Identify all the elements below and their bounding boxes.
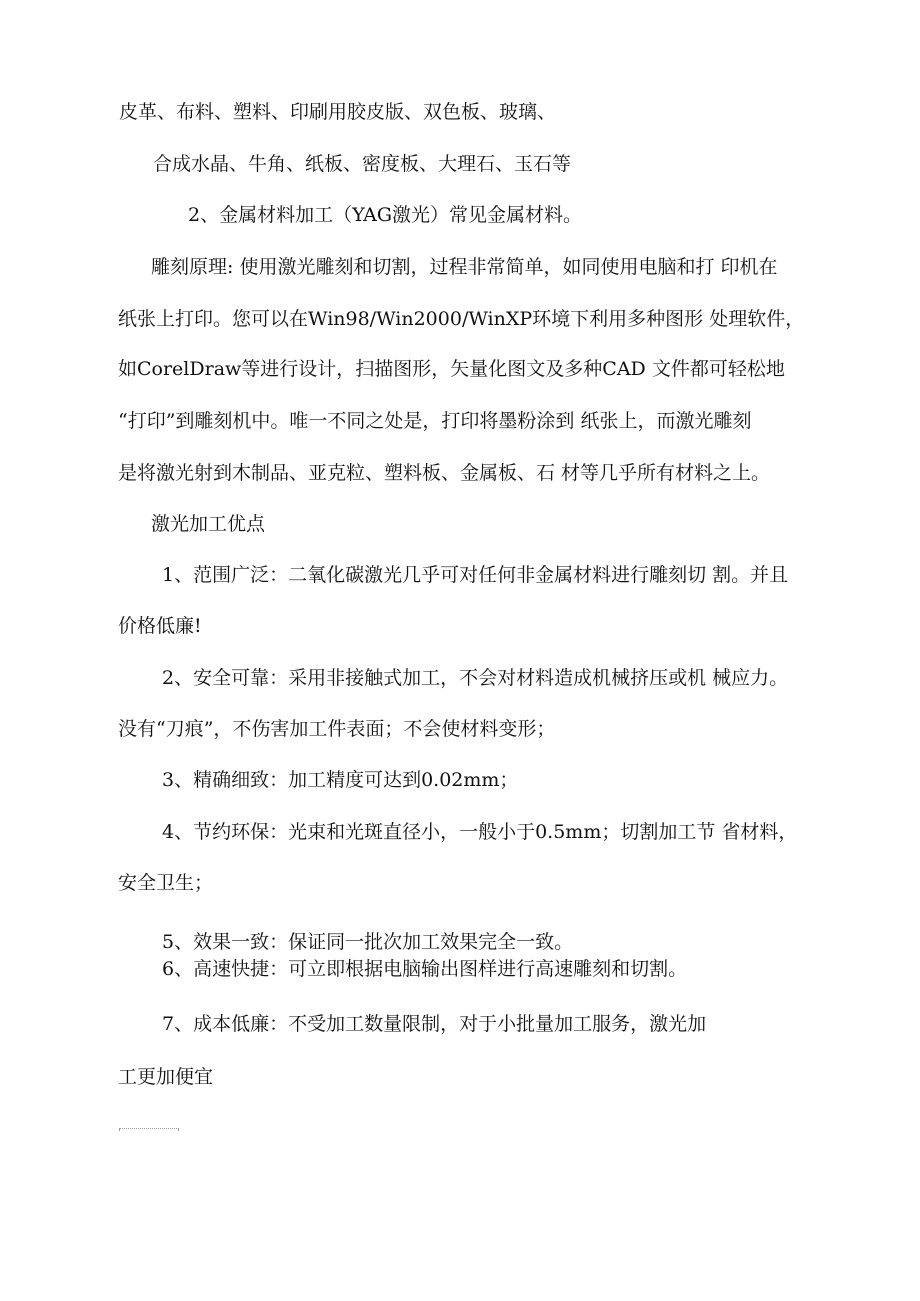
text-line-advantage-2a: 2、安全可靠：采用非接触式加工，不会对材料造成机械挤压或机 械应力。 — [162, 667, 789, 689]
text-line-advantage-4b: 安全卫生； — [118, 872, 214, 894]
text-line-principle-1: 雕刻原理: 使用激光雕刻和切割，过程非常简单，如同使用电脑和打 印机在 — [151, 256, 778, 278]
text-line-principle-2: 纸张上打印。您可以在Win98/Win2000/WinXP环境下利用多种图形 处理软件， — [118, 308, 805, 330]
text-line-materials-1: 皮革、布料、塑料、印刷用胶皮版、双色板、玻璃、 — [119, 101, 557, 123]
text-line-metal-processing: 2、金属材料加工（YAG激光）常见金属材料。 — [188, 204, 583, 226]
text-line-principle-3: 如CorelDraw等进行设计，扫描图形，矢量化图文及多种CAD 文件都可轻松地 — [118, 358, 785, 380]
text-line-advantage-7b: 工更加便宜 — [118, 1066, 214, 1088]
text-line-advantage-3: 3、精确细致：加工精度可达到0.02mm； — [162, 769, 519, 791]
text-line-advantage-1b: 价格低廉! — [118, 615, 202, 637]
text-line-advantage-5: 5、效果一致：保证同一批次加工效果完全一致。 — [162, 931, 574, 953]
text-line-advantage-4a: 4、节约环保：光束和光斑直径小，一般小于0.5mm；切割加工节 省材料， — [162, 821, 798, 843]
text-line-advantage-2b: 没有“刀痕”，不伤害加工件表面；不会使材料变形； — [118, 718, 556, 740]
text-line-principle-4: “打印”到雕刻机中。唯一不同之处是，打印将墨粉涂到 纸张上，而激光雕刻 — [118, 410, 752, 432]
text-line-materials-2: 合成水晶、牛角、纸板、密度板、大理石、玉石等 — [153, 153, 572, 175]
text-line-advantage-6: 6、高速快捷：可立即根据电脑输出图样进行高速雕刻和切割。 — [162, 958, 688, 980]
text-line-advantage-1a: 1、范围广泛：二氧化碳激光几乎可对任何非金属材料进行雕刻切 割。并且 — [162, 564, 789, 586]
footer-divider-mark — [119, 1128, 179, 1129]
text-line-principle-5: 是将激光射到木制品、亚克粒、塑料板、金属板、石 材等几乎所有材料之上。 — [118, 462, 771, 484]
text-line-advantage-7a: 7、成本低廉：不受加工数量限制，对于小批量加工服务，激光加 — [162, 1013, 707, 1035]
section-heading-advantages: 激光加工优点 — [151, 513, 266, 535]
